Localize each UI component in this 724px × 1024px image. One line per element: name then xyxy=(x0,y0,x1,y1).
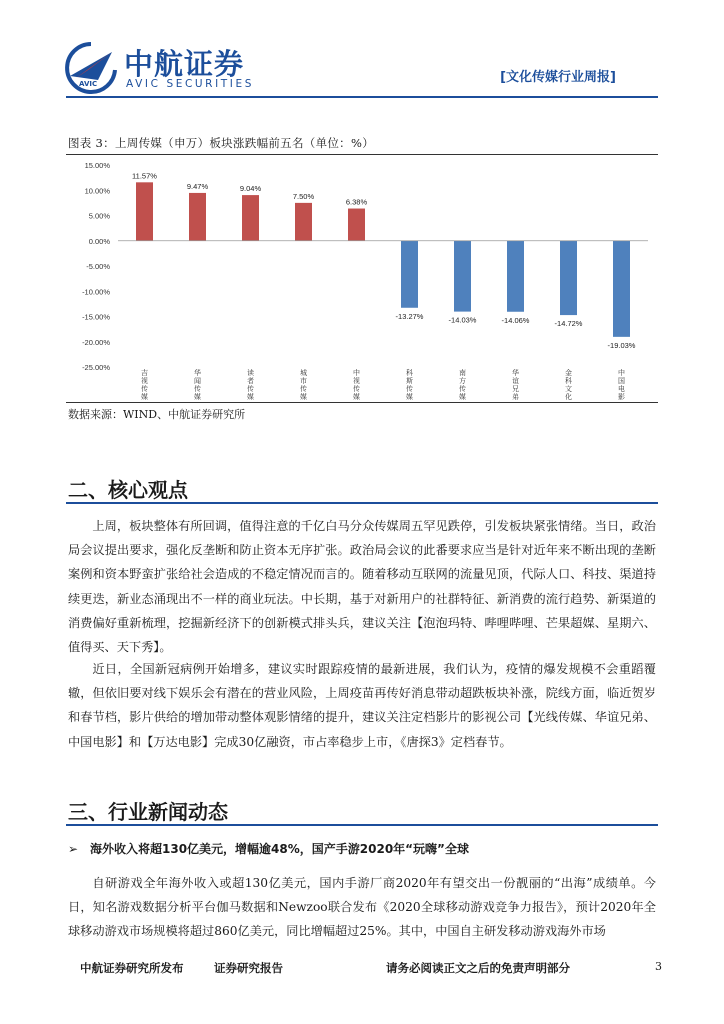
figure-bottom-rule xyxy=(66,402,658,403)
company-logo xyxy=(62,40,282,96)
x-tick-label: 读者传媒 xyxy=(247,369,254,401)
data-label: -14.06% xyxy=(501,315,530,325)
y-tick-label: 5.00% xyxy=(88,211,110,221)
bar xyxy=(613,241,630,337)
data-label: -19.03% xyxy=(607,340,636,350)
y-tick-label: 10.00% xyxy=(84,186,110,196)
y-tick-label: -20.00% xyxy=(82,337,110,347)
header-divider xyxy=(66,96,658,98)
bar xyxy=(242,195,259,241)
figure-source: 数据来源：WIND、中航证券研究所 xyxy=(68,408,246,421)
footer-publisher: 中航证券研究所发布 xyxy=(80,961,184,975)
data-label: -13.27% xyxy=(395,311,424,321)
bar-chart xyxy=(66,157,658,401)
news-headline xyxy=(68,840,469,857)
data-label: 7.50% xyxy=(292,191,315,201)
x-tick-label: 南方传媒 xyxy=(459,369,466,401)
logo-chinese-name: 中航证券 xyxy=(124,47,245,81)
data-label: 6.38% xyxy=(345,197,368,207)
news-paragraph: 自研游戏全年海外收入或超130亿美元，国内手游厂商2020年有望交出一份靓丽的“出海”成绩单。今日，知名游戏数据分析平台伽马数据和Newzoo联合发布《2020全球移动游戏竞争力报告》，预计2020年全球移动游戏市场规模将超过860亿美元，同比增幅超过25%。其中，中国自主研发移动游戏海外市场 xyxy=(68,876,656,939)
bar xyxy=(189,193,206,241)
bar xyxy=(348,209,365,241)
bar xyxy=(454,241,471,312)
bar xyxy=(295,203,312,241)
footer-report-kind: 证券研究报告 xyxy=(214,961,283,975)
y-tick-label: -15.00% xyxy=(82,312,110,322)
plane-emblem-icon xyxy=(62,40,120,96)
data-label: -14.72% xyxy=(554,319,583,329)
report-type-label: [文化传媒行业周报] xyxy=(500,70,616,85)
data-label: 11.57% xyxy=(132,171,157,181)
section-heading-core-views: 二、核心观点 xyxy=(68,478,188,502)
core-views-paragraph-2: 近日，全国新冠病例开始增多，建议实时跟踪疫情的最新进展，我们认为，疫情的爆发规模不会重蹈覆辙，但依旧要对线下娱乐会有潜在的营业风险，上周疫苗再传好消息带动超跌板块补涨，院线方面，临近贺岁和春节档，影片供给的增加带动整体观影情绪的提升，建议关注定档影片的影视公司【光线传媒、华谊兄弟、中国电影】和【万达电影】完成30亿融资，市占率稳步上市，《唐探3》定档春节。 xyxy=(68,662,656,749)
logo-english-name: AVIC SECURITIES xyxy=(126,78,254,90)
logo-badge-text: AVIC xyxy=(79,80,98,88)
bar-chart-svg xyxy=(66,157,658,401)
x-tick-label: 中视传媒 xyxy=(353,369,360,401)
x-tick-label: 华谊兄弟 xyxy=(512,369,519,401)
page-number: 3 xyxy=(655,960,662,973)
x-tick-label: 吉视传媒 xyxy=(141,369,148,401)
page-header xyxy=(0,0,724,100)
core-views-paragraph-1: 上周，板块整体有所回调，值得注意的千亿白马分众传媒周五罕见跌停，引发板块紧张情绪。当日，政治局会议提出要求，强化反垄断和防止资本无序扩张。政治局会议的此番要求应当是针对近年来不断出现的垄断案例和资本野蛮扩张给社会造成的不稳定情况而言的。随着移动互联网的流量见顶，代际人口、科技、渠道持续更迭，新业态涌现出不一样的商业玩法。中长期，基于对新用户的社群特征、新消费的流行趋势、新渠道的消费偏好重新梳理，挖掘新经济下的创新模式排头兵，建议关注【泡泡玛特、哔哩哔哩、芒果超媒、星期六、值得买、天下秀】。 xyxy=(68,519,656,655)
data-label: -14.03% xyxy=(448,315,477,325)
section-heading-industry-news: 三、行业新闻动态 xyxy=(68,800,228,824)
data-label: 9.47% xyxy=(186,181,209,191)
page-footer xyxy=(0,960,724,990)
data-label: 9.04% xyxy=(239,184,262,194)
y-tick-label: 15.00% xyxy=(84,161,110,170)
y-tick-label: -10.00% xyxy=(82,287,110,297)
x-tick-label: 中国电影 xyxy=(618,369,625,401)
x-tick-label: 金科文化 xyxy=(565,369,572,401)
footer-disclaimer: 请务必阅读正文之后的免责声明部分 xyxy=(386,961,570,975)
news-headline-text: 海外收入将超130亿美元，增幅逾48%，国产手游2020年“玩嗨”全球 xyxy=(90,842,469,856)
section-heading-rule xyxy=(66,502,658,504)
x-tick-label: 科斯传媒 xyxy=(406,369,413,401)
figure-top-rule xyxy=(66,154,658,155)
section-heading-rule xyxy=(66,824,658,826)
x-tick-label: 城市传媒 xyxy=(300,369,307,401)
x-tick-label: 华闻传媒 xyxy=(194,369,201,401)
y-tick-label: 0.00% xyxy=(88,236,110,246)
bar xyxy=(507,241,524,312)
bar xyxy=(136,182,153,240)
arrow-bullet-icon: ➢ xyxy=(68,842,79,856)
figure-title: 图表 3：上周传媒（申万）板块涨跌幅前五名（单位：%） xyxy=(68,136,374,150)
y-tick-label: -5.00% xyxy=(86,262,110,271)
bar xyxy=(401,241,418,308)
y-tick-label: -25.00% xyxy=(82,363,110,372)
bar xyxy=(560,241,577,315)
